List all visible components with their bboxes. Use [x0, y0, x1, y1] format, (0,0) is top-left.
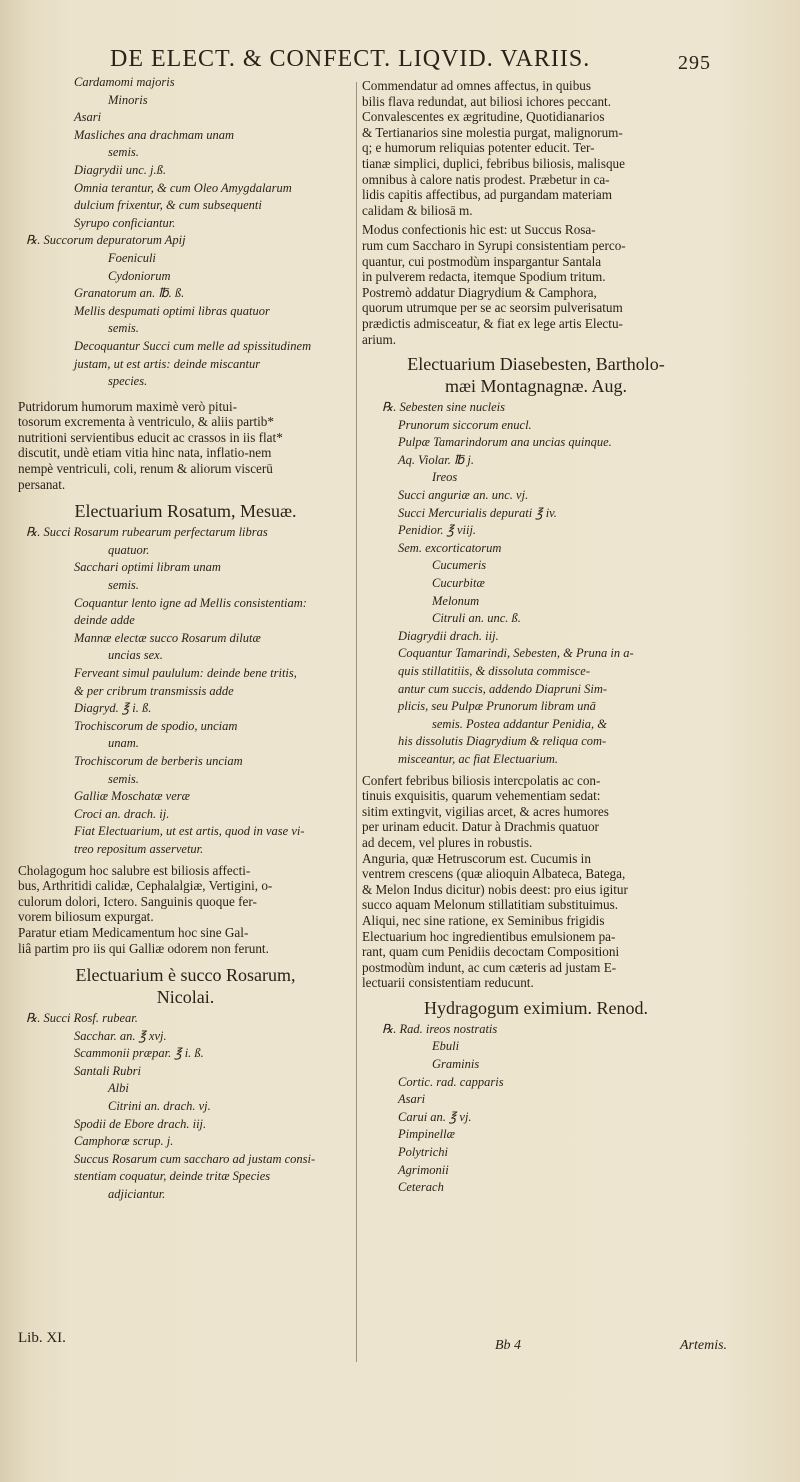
- text-line: adjiciantur.: [108, 1187, 166, 1202]
- text-line: nempè ventriculi, coli, renum & aliorum viscerū: [18, 461, 273, 477]
- left-column: [18, 74, 353, 1204]
- text-line: Ireos: [432, 470, 458, 485]
- text-line: tosorum excrementa à ventriculo, & aliis partib*: [18, 414, 274, 430]
- text-line: tianæ simplici, duplici, febribus biliosis, malisque: [362, 155, 625, 171]
- text-line: quantur, cui postmodùm inspargantur Santala: [362, 253, 602, 269]
- footer-signature-left: Lib. XI.: [18, 1330, 66, 1346]
- text-line: bus, Arthritidi calidæ, Cephalalgiæ, Vertigini, o-: [18, 878, 273, 894]
- text-line: Omnia terantur, & cum Oleo Amygdalarum: [74, 180, 292, 195]
- text-line: lectuarii consistentiam reducunt.: [362, 975, 534, 991]
- text-line: semis.: [108, 578, 139, 593]
- text-line: ℞. Sebesten sine nucleis: [382, 400, 505, 415]
- text-line: q; e humorum reliquias potenter educit. Ter-: [362, 140, 595, 156]
- text-line: Postremò addatur Diagrydium & Camphora,: [362, 284, 597, 300]
- section-title-nicolai: Nicolai.: [156, 987, 215, 1008]
- page-title: DE ELECT. & CONFECT. LIQVID. VARIIS.: [110, 46, 591, 72]
- text-line: justam, ut est artis: deinde miscantur: [74, 356, 261, 371]
- text-line: Prunorum siccorum enucl.: [398, 417, 532, 432]
- text-line: Fiat Electuarium, ut est artis, quod in vase vi-: [74, 824, 305, 839]
- text-line: antur cum succis, addendo Diapruni Sim-: [398, 681, 608, 696]
- text-line: Mellis despumati optimi libras quatuor: [74, 303, 270, 318]
- text-line: rum cum Saccharo in Syrupi consistentiam perco-: [362, 237, 626, 253]
- text-line: prædictis admisceatur, & fiat ex lege artis Electu-: [362, 315, 623, 331]
- text-line: Anguria, quæ Hetruscorum est. Cucumis in: [362, 850, 591, 866]
- text-line: Citrini an. drach. vj.: [108, 1099, 211, 1114]
- text-line: ℞. Succi Rosarum rubearum perfectarum libras: [26, 525, 268, 540]
- text-line: Cortic. rad. capparis: [398, 1074, 504, 1089]
- text-line: quorum utrumque per se ac seorsim pulverisatum: [362, 300, 623, 316]
- text-line: rant, quam cum Penidiis decoctam Compositioni: [362, 944, 620, 960]
- text-line: Coquantur Tamarindi, Sebesten, & Pruna in a-: [398, 646, 634, 661]
- text-line: Spodii de Ebore drach. iij.: [74, 1116, 207, 1131]
- text-line: in pulverem redacta, itemque Spodium tritum.: [362, 269, 606, 285]
- paragraph-putridorum: [18, 399, 353, 493]
- text-line: Confert febribus biliosis intercpolatis ac con-: [362, 772, 601, 788]
- text-line: Agrimonii: [398, 1162, 449, 1177]
- text-line: Putridorum humorum maximè verò pitui-: [18, 398, 238, 414]
- paragraph-modus: [362, 222, 710, 347]
- text-line: Scammonii præpar. ℥ i. ß.: [74, 1046, 204, 1061]
- text-line: & per cribrum transmissis adde: [74, 683, 234, 698]
- text-line: succo aquam Melonum stillatitiam substituimus.: [362, 897, 619, 913]
- text-line: lidis capitis affectibus, ad purgandam materiam: [362, 187, 613, 203]
- text-line: Galliæ Moschatæ veræ: [74, 789, 190, 804]
- text-line: Cholagogum hoc salubre est biliosis affecti-: [18, 862, 251, 878]
- text-line: misceantur, ac fiat Electuarium.: [398, 751, 559, 766]
- text-line: plicis, seu Pulpæ Prunorum libram unā: [398, 699, 596, 714]
- text-line: Penidior. ℥ viij.: [398, 523, 477, 538]
- text-line: arium.: [362, 331, 397, 347]
- text-line: Electuarium hoc ingredientibus emulsionem pa-: [362, 928, 616, 944]
- text-line: Asari: [398, 1092, 426, 1107]
- text-line: nutritioni servientibus educit ac crassos in iis flat*: [18, 429, 283, 445]
- recipe-rosatum: [18, 524, 353, 858]
- text-line: treo repositum asservetur.: [74, 841, 204, 856]
- text-line: Succus Rosarum cum saccharo ad justam consi-: [74, 1151, 316, 1166]
- text-line: ventrem crescens (quæ alioquin Albateca, Batega,: [362, 866, 626, 882]
- footer-signature-mid: Bb 4: [495, 1338, 522, 1353]
- page-number: 295: [678, 52, 711, 74]
- text-line: semis.: [108, 321, 139, 336]
- text-line: quatuor.: [108, 542, 150, 557]
- text-line: Convalescentes ex ægritudine, Quotidianarios: [362, 109, 605, 125]
- text-line: Sacchari optimi libram unam: [74, 560, 221, 575]
- text-line: unam.: [108, 736, 139, 751]
- paragraph-confert: [362, 773, 710, 991]
- text-line: Minoris: [108, 92, 148, 107]
- text-line: species.: [108, 374, 148, 389]
- text-line: Syrupo conficiantur.: [74, 215, 176, 230]
- text-line: quis stillatitiis, & dissoluta commisce-: [398, 664, 591, 678]
- column-rule: [356, 82, 357, 1362]
- text-line: Albi: [108, 1081, 129, 1096]
- text-line: Succi Mercurialis depurati ℥ iv.: [398, 505, 557, 520]
- text-line: bilis flava redundat, aut biliosi ichores peccant.: [362, 93, 612, 109]
- text-line: Camphoræ scrup. j.: [74, 1134, 174, 1149]
- text-line: Decoquantur Succi cum melle ad spissitudinem: [74, 338, 312, 353]
- text-line: semis.: [108, 771, 139, 786]
- text-line: Sacchar. an. ℥ xvj.: [74, 1028, 167, 1043]
- text-line: culorum dolori, Ictero. Sanguinis quoque fer-: [18, 893, 257, 909]
- text-line: uncias sex.: [108, 648, 163, 663]
- text-line: Santali Rubri: [74, 1063, 142, 1078]
- text-line: Masliches ana drachmam unam: [74, 127, 235, 142]
- text-line: stentiam coquatur, deinde tritæ Species: [74, 1169, 271, 1184]
- paragraph-commendatur: [362, 78, 710, 218]
- text-line: ad decem, vel plures in robustis.: [362, 834, 533, 850]
- text-line: his dissolutis Diagrydium & reliqua com-: [398, 734, 607, 749]
- recipe-succo-rosarum: [18, 1010, 353, 1204]
- section-title-montagnagnae: mæi Montagnagnæ. Aug.: [444, 376, 627, 397]
- text-line: Melonum: [432, 593, 480, 608]
- text-line: sitim extingvit, vigilias arcet, & acres humores: [362, 803, 609, 819]
- recipe-diasebesten: [362, 399, 710, 768]
- paragraph-cholagogum: [18, 863, 353, 957]
- text-line: ℞. Succorum depuratorum Apij: [26, 233, 186, 248]
- text-line: per urinam educit. Datur à Drachmis quatuor: [362, 819, 599, 835]
- text-line: & Melon Indus dicitur) nobis deest: pro eius igitur: [362, 881, 628, 897]
- text-line: Succi anguriæ an. unc. vj.: [398, 488, 529, 503]
- text-line: Coquantur lento igne ad Mellis consistentiam:: [74, 595, 307, 610]
- recipe-cardamomi: [18, 74, 353, 391]
- text-line: Granatorum an. ℔. ß.: [74, 286, 185, 301]
- text-line: discutit, undè etiam vitia hinc nata, inflatio-nem: [18, 445, 272, 461]
- text-line: Trochiscorum de berberis unciam: [74, 753, 243, 768]
- text-line: Cucurbitæ: [432, 576, 485, 591]
- text-line: ℞. Succi Rosf. rubear.: [26, 1011, 138, 1026]
- right-column: [362, 78, 710, 1197]
- text-line: vorem biliosum expurgat.: [18, 909, 154, 925]
- text-line: Sem. excorticatorum: [398, 540, 502, 555]
- text-line: Carui an. ℥ vj.: [398, 1109, 472, 1124]
- text-line: Croci an. drach. ij.: [74, 806, 170, 821]
- text-line: Ferveant simul paululum: deinde bene tritis,: [74, 666, 297, 680]
- section-title-diasebesten: Electuarium Diasebesten, Bartholo-: [407, 354, 665, 375]
- text-line: Cydoniorum: [108, 268, 171, 283]
- text-line: Diagryd. ℥ i. ß.: [74, 701, 152, 716]
- text-line: postmodùm indunt, ac cum cæteris ad justam E-: [362, 959, 617, 975]
- text-line: deinde adde: [74, 613, 135, 628]
- text-line: Ceterach: [398, 1180, 444, 1195]
- text-line: omnibus à calore natis prodest. Præbetur in ca-: [362, 171, 610, 187]
- text-line: Aliqui, nec sine ratione, ex Seminibus frigidis: [362, 912, 605, 928]
- text-line: Mannæ electæ succo Rosarum dilutæ: [74, 630, 261, 645]
- text-line: semis.: [108, 145, 139, 160]
- text-line: Asari: [74, 110, 102, 125]
- text-line: liâ partim pro iis qui Galliæ odorem non ferunt.: [18, 940, 269, 956]
- section-title-succo-rosarum: Electuarium è succo Rosarum,: [75, 965, 296, 986]
- text-line: Polytrichi: [398, 1145, 448, 1160]
- text-line: Modus confectionis hic est: ut Succus Rosa-: [362, 222, 596, 238]
- text-line: & Tertianarios sine molestia purgat, malignorum-: [362, 124, 623, 140]
- text-line: Pimpinellæ: [398, 1127, 455, 1142]
- text-line: Diagrydii unc. j.ß.: [74, 162, 167, 177]
- text-line: semis. Postea addantur Penidia, &: [432, 716, 607, 731]
- text-line: Diagrydii drach. iij.: [398, 628, 499, 643]
- text-line: dulcium frixentur, & cum subsequenti: [74, 198, 262, 213]
- text-line: Paratur etiam Medicamentum hoc sine Gal-: [18, 924, 249, 940]
- text-line: Ebuli: [432, 1039, 460, 1054]
- text-line: tinuis exquisitis, quarum vehementiam sedat:: [362, 788, 601, 804]
- text-line: Trochiscorum de spodio, unciam: [74, 718, 238, 733]
- text-line: Foeniculi: [108, 250, 156, 265]
- text-line: ℞. Rad. ireos nostratis: [382, 1021, 498, 1036]
- text-line: Commendatur ad omnes affectus, in quibus: [362, 78, 592, 93]
- text-line: Aq. Violar. ℔ j.: [398, 452, 474, 467]
- text-line: Pulpæ Tamarindorum ana uncias quinque.: [398, 435, 612, 450]
- text-line: Citruli an. unc. ß.: [432, 611, 521, 626]
- section-title-hydragogum: Hydragogum eximium. Renod.: [424, 997, 648, 1018]
- text-line: Cucumeris: [432, 558, 487, 573]
- section-title-rosatum: Electuarium Rosatum, Mesuæ.: [74, 501, 297, 522]
- text-line: Graminis: [432, 1057, 480, 1072]
- footer-catchword: Artemis.: [680, 1338, 728, 1353]
- recipe-hydragogum: [362, 1021, 710, 1197]
- text-line: persanat.: [18, 476, 66, 492]
- text-line: calidam & biliosā m.: [362, 202, 473, 218]
- text-line: Cardamomi majoris: [74, 75, 175, 89]
